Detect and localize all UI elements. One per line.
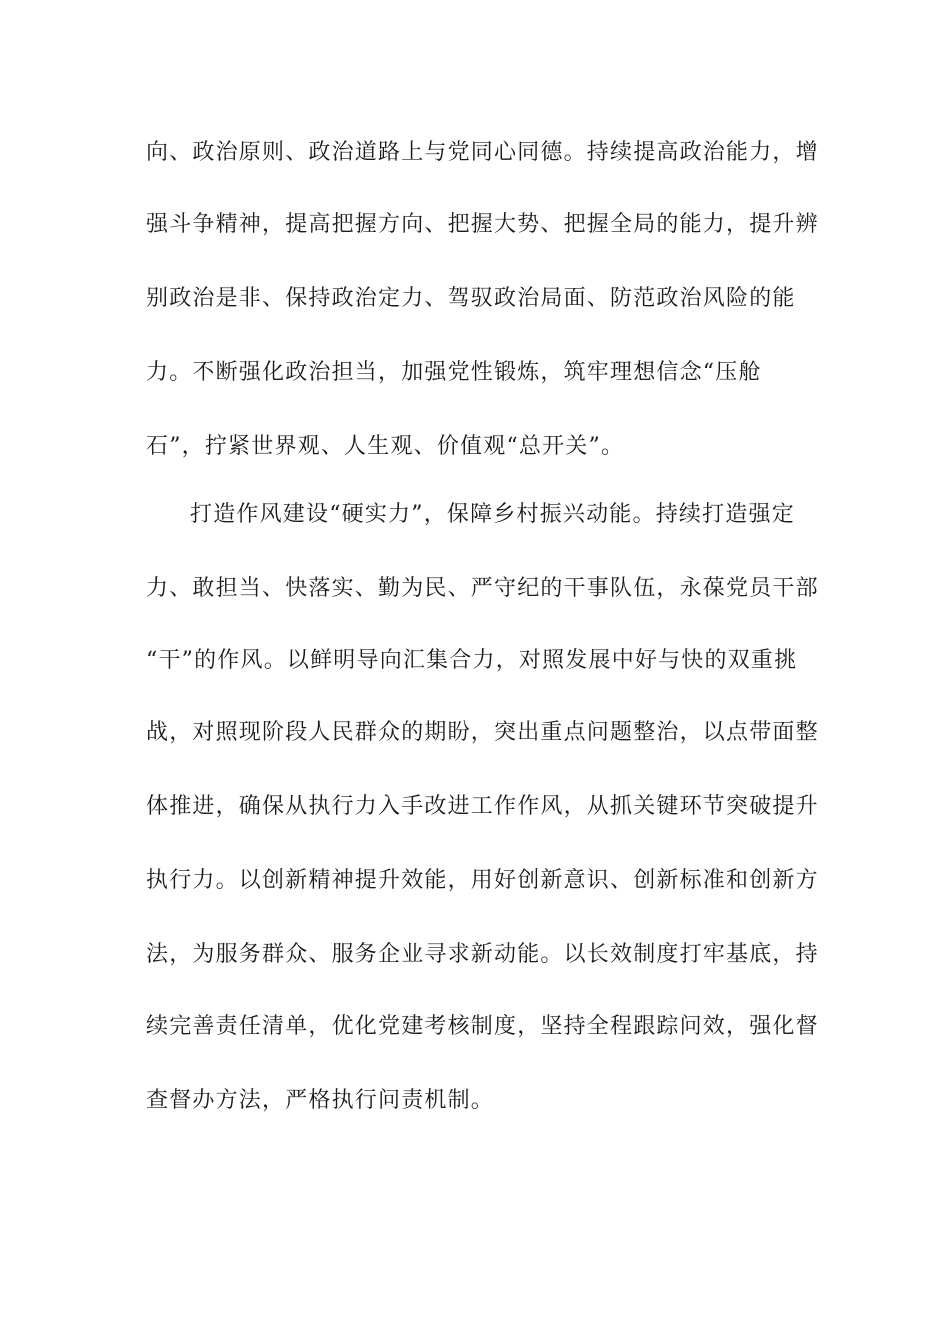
text-line: 体推进，确保从执行力入手改进工作作风，从抓关键环节突破提升 bbox=[146, 794, 819, 819]
text-line: 力。不断强化政治担当，加强党性锻炼，筑牢理想信念“压舱 bbox=[146, 360, 762, 385]
text-line: “干”的作风。以鲜明导向汇集合力，对照发展中好与快的双重挑 bbox=[146, 648, 798, 673]
paragraph-first-line: 打造作风建设“硬实力”，保障乡村振兴动能。持续打造强定 bbox=[190, 502, 795, 527]
text-line: 力、敢担当、快落实、勤为民、严守纪的干事队伍，永葆党员干部 bbox=[146, 576, 819, 601]
text-line: 战，对照现阶段人民群众的期盼，突出重点问题整治，以点带面整 bbox=[146, 720, 819, 745]
text-line: 强斗争精神，提高把握方向、把握大势、把握全局的能力，提升辨 bbox=[146, 212, 819, 237]
text-line: 法，为服务群众、服务企业寻求新动能。以长效制度打牢基底，持 bbox=[146, 942, 819, 967]
text-line: 执行力。以创新精神提升效能，用好创新意识、创新标准和创新方 bbox=[146, 868, 819, 893]
text-line: 石”，拧紧世界观、人生观、价值观“总开关”。 bbox=[146, 434, 625, 459]
text-line: 查督办方法，严格执行问责机制。 bbox=[146, 1088, 495, 1113]
text-line: 续完善责任清单，优化党建考核制度，坚持全程跟踪问效，强化督 bbox=[146, 1014, 819, 1039]
text-line: 别政治是非、保持政治定力、驾驭政治局面、防范政治风险的能 bbox=[146, 286, 796, 311]
text-line: 向、政治原则、政治道路上与党同心同德。持续提高政治能力，增 bbox=[146, 140, 819, 165]
